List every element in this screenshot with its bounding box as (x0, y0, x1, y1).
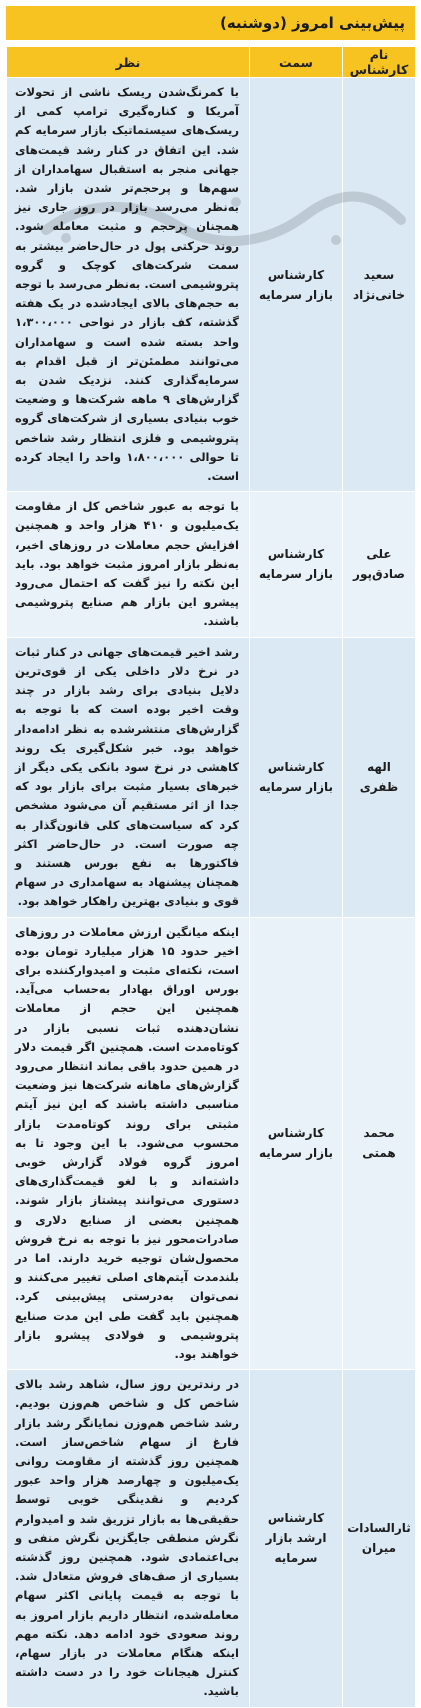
table-header-row (7, 47, 416, 78)
expert-opinion: رشد اخیر قیمت‌های جهانی در کنار ثبات در نرخ دلار داخلی یکی از قوی‌ترین دلایل بنیادی برای رشد بازار در چند وقت اخیر بوده است که با توجه به گزارش‌های منتشرشده به نظر ادامه‌دار خواهد بود. خبر شکل‌گیری یک روند کاهشی در نرخ سود بانکی یکی دیگر از خبرهای بسیار مثبت برای بازار بود که جدا از اثر مستقیم آن می‌شود مشخص کرد که سیاست‌های کلی قانون‌گذار به چه صورت است. در حال‌حاضر اکثر فاکتورها به نفع بورس هستند و همچنان پیشنهاد به سهامداری در سهام قوی و بنیادی بهترین راهکار خواهد بود. (7, 637, 250, 917)
header-opinion: نظر (7, 47, 250, 78)
expert-role: کارشناس بازار سرمایه (250, 637, 343, 917)
table-row (7, 78, 416, 492)
expert-opinion: با کمرنگ‌شدن ریسک ناشی از تحولات آمریکا و کناره‌گیری ترامپ کمی از ریسک‌های سیستماتیک بازار سرمایه کم شد. این اتفاق در کنار رشد قیمت‌های جهانی منجر به استقبال سهامداران از سهم‌ها و پرحجم‌تر شدن بازار شد. به‌نظر می‌رسد بازار در روز جاری نیز همچنان پرحجم و مثبت معامله شود. روند حرکتی پول در حال‌حاضر بیشتر به سمت شرکت‌های کوچک و گروه پتروشیمی است. به‌نظر می‌رسد با توجه به حجم‌های بالای ایجادشده در یک هفته گذشته، کف بازار در نواحی ۱،۳۰۰،۰۰۰ واحد بسته شده است و سهامداران می‌توانند مطمئن‌تر از قبل اقدام به سرمایه‌گذاری کنند. نزدیک شدن به گزارش‌های ۹ ماهه شرکت‌ها و وضعیت خوب بنیادی بسیاری از شرکت‌های گروه پتروشیمی و فلزی انتظار رشد شاخص تا حوالی ۱،۸۰۰،۰۰۰ واحد را ایجاد کرده است. (7, 78, 250, 492)
expert-name: الهه ظفری (343, 637, 416, 917)
table-row (7, 637, 416, 917)
expert-opinion: با توجه به عبور شاخص کل از مقاومت یک‌میلیون و ۴۱۰ هزار واحد و همچنین افزایش حجم معاملات در روزهای اخیر، به‌نظر بازار امروز مثبت خواهد بود. باید این نکته را نیز گفت که احتمال می‌رود پیشرو این بازار هم صنایع پتروشیمی باشند. (7, 492, 250, 637)
expert-role: کارشناس ارشد بازار سرمایه (250, 1370, 343, 1707)
table-row (7, 1370, 416, 1707)
expert-role: کارشناس بازار سرمایه (250, 492, 343, 637)
title-bar (6, 6, 415, 40)
expert-name: علی صادق‌پور (343, 492, 416, 637)
expert-role: کارشناس بازار سرمایه (250, 917, 343, 1370)
expert-name: ثارالسادات میران (343, 1370, 416, 1707)
forecast-table (6, 46, 416, 1708)
expert-name: محمد همتی (343, 917, 416, 1370)
page-title: پیش‌بینی امروز (دوشنبه) (219, 14, 405, 32)
expert-role: کارشناس بازار سرمایه (250, 78, 343, 492)
expert-name: سعید خانی‌نژاد (343, 78, 416, 492)
table-row (7, 917, 416, 1370)
expert-opinion: اینکه میانگین ارزش معاملات در روزهای اخیر حدود ۱۵ هزار میلیارد تومان بوده است، نکته‌ای مثبت و امیدوارکننده برای بورس اوراق بهادار به‌حساب می‌آید. همچنین این حجم از معاملات نشان‌دهنده ثبات نسبی بازار در کوتاه‌مدت است. همچنین اگر قیمت دلار در همین حدود باقی بماند انتظار می‌رود گزارش‌های ماهانه شرکت‌ها نیز وضعیت مناسبی داشته باشند که این نیز آیتم مثبتی برای روند کوتاه‌مدت بازار محسوب می‌شود. با این وجود تا به امروز گروه فولاد گزارش خوبی داشته‌اند و با لغو قیمت‌گذاری‌های دستوری می‌توانند پیشتاز بازار شوند. همچنین بعضی از صنایع دلاری و صادرات‌محور نیز با توجه به نرخ فروش محصول‌شان توجیه خرید دارند. اما در بلندمدت آیتم‌های اصلی تغییر می‌کنند و نمی‌توان به‌درستی پیش‌بینی کرد. همچنین باید گفت طی این مدت صنایع پتروشیمی و فولادی پیشرو بازار خواهند بود. (7, 917, 250, 1370)
header-role: سمت (250, 47, 343, 78)
expert-opinion: در رندترین روز سال، شاهد رشد بالای شاخص کل و شاخص هم‌وزن بودیم. رشد شاخص هم‌وزن نمایانگر رشد بازار فارغ از سهام شاخص‌ساز است. همچنین روز گذشته از مقاومت روانی یک‌میلیون و چهارصد هزار واحد عبور کردیم و نقدینگی خوبی توسط حقیقی‌ها به بازار تزریق شد و امیدوارم نگرش منطقی جایگزین نگرش منفی و بی‌اعتمادی شود. همچنین روز گذشته بسیاری از صف‌های فروش متعادل شد. با توجه به قیمت پایانی اکثر سهام معامله‌شده، انتظار داریم بازار امروز به روند صعودی خود ادامه دهد. نکته مهم اینکه هنگام معاملات در بازار سهام، کنترل هیجانات خود را در دست داشته باشید. (7, 1370, 250, 1707)
header-name: نام کارشناس (343, 47, 416, 78)
table-row (7, 492, 416, 637)
